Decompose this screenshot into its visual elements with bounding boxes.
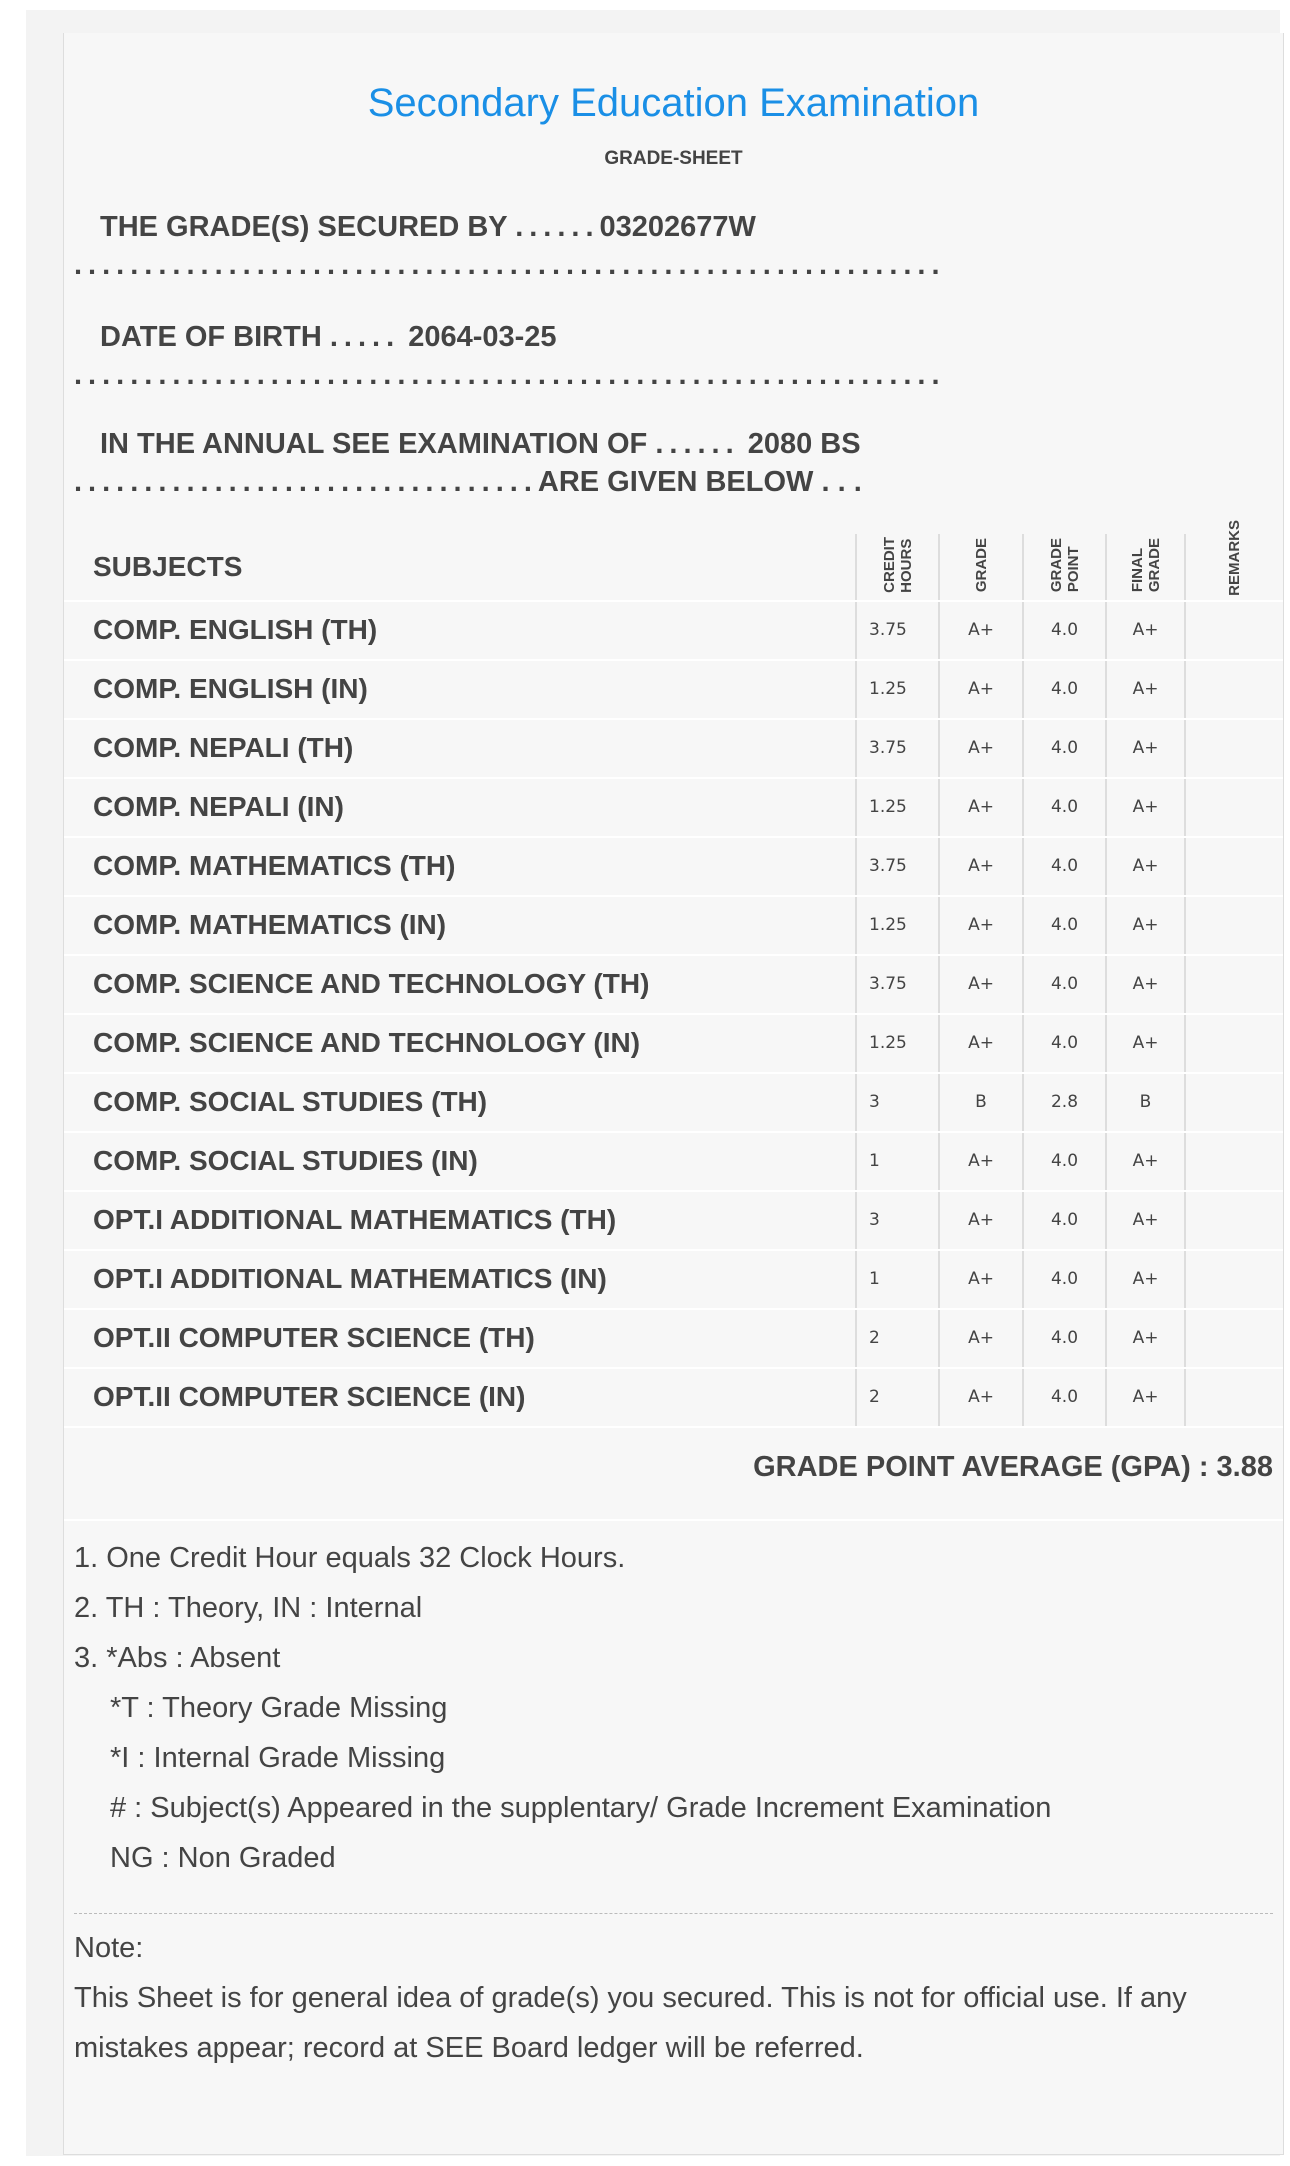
secured-by-line: THE GRADE(S) SECURED BY ......03202677W .............................................................. — [74, 211, 946, 281]
final-grade-cell: A+ — [1106, 1132, 1185, 1191]
credit-hours-cell: 3 — [856, 1191, 939, 1250]
grade-cell: A+ — [939, 1191, 1023, 1250]
subject-cell: COMP. SOCIAL STUDIES (IN) — [64, 1132, 856, 1191]
remarks-cell — [1185, 896, 1283, 955]
credit-hours-cell: 1 — [856, 1250, 939, 1309]
subject-cell: COMP. MATHEMATICS (IN) — [64, 896, 856, 955]
grade-cell: A+ — [939, 1250, 1023, 1309]
dob-value: 2064-03-25 — [408, 321, 557, 353]
grade-cell: A+ — [939, 896, 1023, 955]
remarks-cell — [1185, 1309, 1283, 1368]
final-grade-cell: A+ — [1106, 719, 1185, 778]
subject-cell: COMP. SCIENCE AND TECHNOLOGY (IN) — [64, 1014, 856, 1073]
header-final-grade: FINAL GRADE — [1106, 534, 1185, 601]
divider — [64, 1519, 1283, 1521]
subject-cell: COMP. SCIENCE AND TECHNOLOGY (TH) — [64, 955, 856, 1014]
final-grade-cell: A+ — [1106, 1368, 1185, 1427]
final-grade-cell: B — [1106, 1073, 1185, 1132]
subject-cell: OPT.I ADDITIONAL MATHEMATICS (TH) — [64, 1191, 856, 1250]
gpa: GRADE POINT AVERAGE (GPA) : 3.88 — [753, 1451, 1273, 1483]
final-grade-cell: A+ — [1106, 601, 1185, 660]
exam-year: 2080 BS — [747, 428, 861, 460]
exam-label: IN THE ANNUAL SEE EXAMINATION OF — [100, 428, 648, 460]
page-subtitle: GRADE-SHEET — [604, 148, 743, 169]
note-text: This Sheet is for general idea of grade(s) you secured. This is not for official use. If any mistakes appear; record at SEE Board ledger will be referred. — [74, 1982, 1187, 2064]
grade-point-cell: 4.0 — [1023, 1368, 1106, 1427]
grade-cell: A+ — [939, 601, 1023, 660]
table-row — [64, 1014, 1283, 1073]
header-credit-hours: CREDIT HOURS — [856, 534, 939, 601]
grades-table — [64, 520, 1283, 1428]
remarks-cell — [1185, 778, 1283, 837]
table-row — [64, 1132, 1283, 1191]
remarks-cell — [1185, 601, 1283, 660]
grade-cell: A+ — [939, 837, 1023, 896]
header-remarks: REMARKS — [1185, 534, 1283, 601]
credit-hours-cell: 3.75 — [856, 955, 939, 1014]
grade-point-cell: 4.0 — [1023, 955, 1106, 1014]
table-row — [64, 1309, 1283, 1368]
credit-hours-cell: 2 — [856, 1368, 939, 1427]
disclaimer — [74, 1923, 1263, 2073]
credit-hours-cell: 3 — [856, 1073, 939, 1132]
final-grade-cell: A+ — [1106, 1014, 1185, 1073]
exam-line: IN THE ANNUAL SEE EXAMINATION OF ...... 2080 BS .................................ARE GIVEN BELOW . . . — [74, 428, 862, 498]
subject-cell: COMP. NEPALI (IN) — [64, 778, 856, 837]
note-item: *T : Theory Grade Missing — [110, 1692, 448, 1724]
final-grade-cell: A+ — [1106, 1191, 1185, 1250]
final-grade-cell: A+ — [1106, 837, 1185, 896]
remarks-cell — [1185, 1191, 1283, 1250]
remarks-cell — [1185, 1073, 1283, 1132]
grade-point-cell: 4.0 — [1023, 1309, 1106, 1368]
table-row — [64, 601, 1283, 660]
remarks-cell — [1185, 660, 1283, 719]
dashed-divider — [74, 1913, 1273, 1914]
table-row — [64, 1368, 1283, 1427]
grade-cell: A+ — [939, 1014, 1023, 1073]
credit-hours-cell: 3.75 — [856, 719, 939, 778]
note-item: # : Subject(s) Appeared in the supplentary/ Grade Increment Examination — [110, 1792, 1052, 1824]
grade-point-cell: 2.8 — [1023, 1073, 1106, 1132]
grade-point-cell: 4.0 — [1023, 660, 1106, 719]
grade-cell: A+ — [939, 719, 1023, 778]
remarks-cell — [1185, 1250, 1283, 1309]
grade-point-cell: 4.0 — [1023, 1132, 1106, 1191]
grade-sheet — [63, 33, 1284, 2155]
page-title: Secondary Education Examination — [367, 81, 980, 125]
final-grade-cell: A+ — [1106, 660, 1185, 719]
subject-cell: COMP. MATHEMATICS (TH) — [64, 837, 856, 896]
given-below: ARE GIVEN BELOW . . . — [537, 466, 862, 498]
remarks-cell — [1185, 1014, 1283, 1073]
subject-cell: OPT.II COMPUTER SCIENCE (TH) — [64, 1309, 856, 1368]
subject-cell: OPT.II COMPUTER SCIENCE (IN) — [64, 1368, 856, 1427]
table-row — [64, 1250, 1283, 1309]
grade-cell: A+ — [939, 1132, 1023, 1191]
final-grade-cell: A+ — [1106, 1250, 1185, 1309]
note-item: NG : Non Graded — [110, 1842, 336, 1874]
grade-point-cell: 4.0 — [1023, 1191, 1106, 1250]
table-row — [64, 955, 1283, 1014]
table-row — [64, 719, 1283, 778]
subject-cell: COMP. NEPALI (TH) — [64, 719, 856, 778]
remarks-cell — [1185, 719, 1283, 778]
credit-hours-cell: 1.25 — [856, 778, 939, 837]
table-row — [64, 660, 1283, 719]
remarks-cell — [1185, 1368, 1283, 1427]
credit-hours-cell: 2 — [856, 1309, 939, 1368]
grade-cell: B — [939, 1073, 1023, 1132]
final-grade-cell: A+ — [1106, 896, 1185, 955]
table-header — [64, 534, 1283, 601]
symbol-number: 03202677W — [599, 211, 756, 243]
header-grade: GRADE — [939, 534, 1023, 601]
page-background — [26, 10, 1280, 2156]
grade-point-cell: 4.0 — [1023, 601, 1106, 660]
grade-cell: A+ — [939, 955, 1023, 1014]
note-item: *I : Internal Grade Missing — [110, 1742, 446, 1774]
header-subjects: SUBJECTS — [64, 534, 856, 601]
final-grade-cell: A+ — [1106, 778, 1185, 837]
dob-line: DATE OF BIRTH ..... 2064-03-25 .............................................................. — [74, 321, 946, 391]
grade-point-cell: 4.0 — [1023, 719, 1106, 778]
grade-point-cell: 4.0 — [1023, 837, 1106, 896]
final-grade-cell: A+ — [1106, 955, 1185, 1014]
credit-hours-cell: 1 — [856, 1132, 939, 1191]
table-row — [64, 1073, 1283, 1132]
credit-hours-cell: 1.25 — [856, 896, 939, 955]
grade-cell: A+ — [939, 1368, 1023, 1427]
subject-cell: COMP. ENGLISH (TH) — [64, 601, 856, 660]
subject-cell: COMP. ENGLISH (IN) — [64, 660, 856, 719]
credit-hours-cell: 3.75 — [856, 601, 939, 660]
table-row — [64, 837, 1283, 896]
subject-cell: COMP. SOCIAL STUDIES (TH) — [64, 1073, 856, 1132]
credit-hours-cell: 1.25 — [856, 1014, 939, 1073]
remarks-cell — [1185, 1132, 1283, 1191]
grade-cell: A+ — [939, 660, 1023, 719]
grade-point-cell: 4.0 — [1023, 1250, 1106, 1309]
grade-point-cell: 4.0 — [1023, 1014, 1106, 1073]
note-item: 2. TH : Theory, IN : Internal — [74, 1592, 423, 1624]
header-grade-point: GRADE POINT — [1023, 534, 1106, 601]
legend-notes — [74, 1533, 1051, 1883]
grade-cell: A+ — [939, 1309, 1023, 1368]
remarks-cell — [1185, 955, 1283, 1014]
note-item: 1. One Credit Hour equals 32 Clock Hours. — [74, 1542, 626, 1574]
table-row — [64, 778, 1283, 837]
note-label: Note: — [74, 1932, 144, 1964]
note-item: 3. *Abs : Absent — [74, 1642, 281, 1674]
secured-by-label: THE GRADE(S) SECURED BY — [100, 211, 508, 243]
final-grade-cell: A+ — [1106, 1309, 1185, 1368]
table-row — [64, 1191, 1283, 1250]
table-row — [64, 896, 1283, 955]
credit-hours-cell: 3.75 — [856, 837, 939, 896]
credit-hours-cell: 1.25 — [856, 660, 939, 719]
grade-point-cell: 4.0 — [1023, 778, 1106, 837]
grade-cell: A+ — [939, 778, 1023, 837]
remarks-cell — [1185, 837, 1283, 896]
dob-label: DATE OF BIRTH — [100, 321, 322, 353]
grade-point-cell: 4.0 — [1023, 896, 1106, 955]
subject-cell: OPT.I ADDITIONAL MATHEMATICS (IN) — [64, 1250, 856, 1309]
